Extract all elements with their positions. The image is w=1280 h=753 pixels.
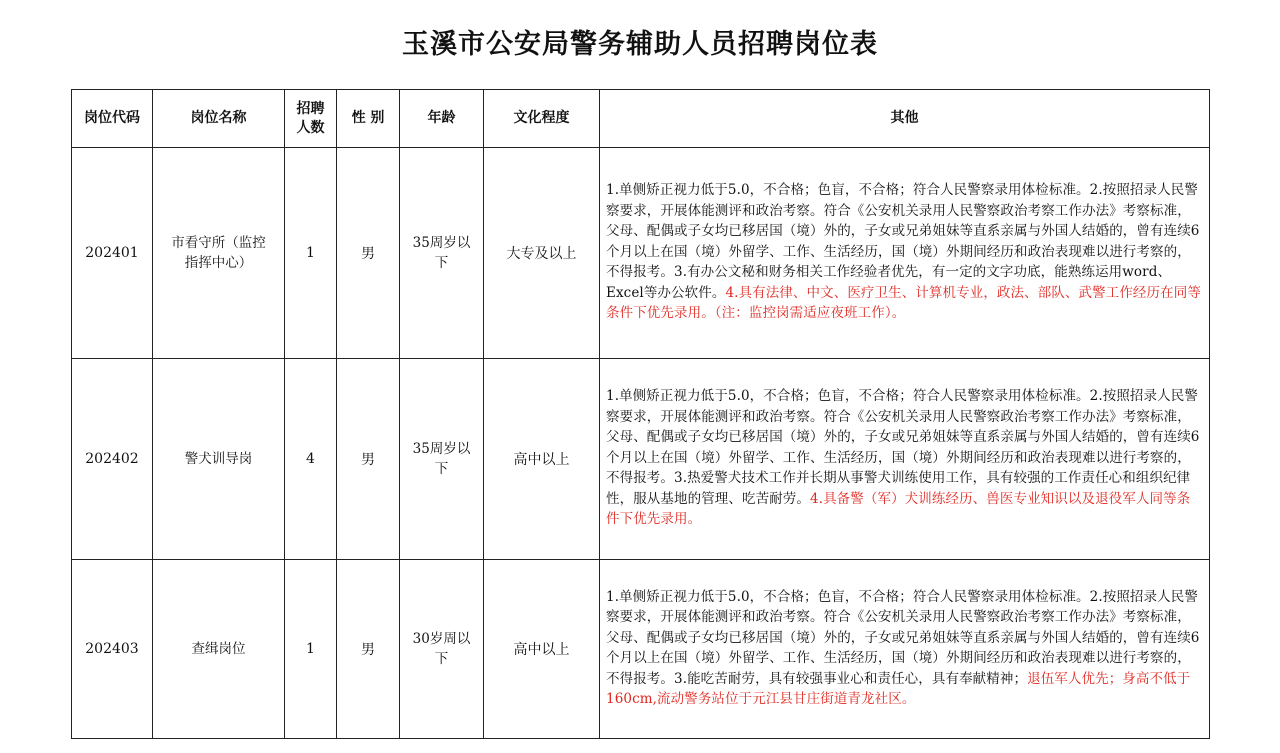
header-gender: 性 别: [337, 90, 400, 148]
header-count-label: 招聘人数: [296, 100, 325, 136]
cell-gender: 男: [337, 560, 400, 739]
cell-other: [600, 359, 1210, 560]
cell-count: 4: [285, 359, 337, 560]
header-education: 文化程度: [484, 90, 600, 148]
cell-age: 35周岁以下: [400, 148, 484, 359]
cell-education: 高中以上: [484, 560, 600, 739]
header-age: 年龄: [400, 90, 484, 148]
cell-age: 30岁周以下: [400, 560, 484, 739]
header-row: [72, 90, 1210, 148]
header-name: 岗位名称: [153, 90, 285, 148]
header-code: 岗位代码: [72, 90, 153, 148]
cell-count: 1: [285, 148, 337, 359]
table-row: [72, 148, 1210, 359]
cell-code: 202402: [72, 359, 153, 560]
cell-other: [600, 148, 1210, 359]
other-text: 1.单侧矫正视力低于5.0，不合格；色盲，不合格；符合人民警察录用体检标准。2.按照招录人民警察要求，开展体能测评和政治考察。符合《公安机关录用人民警察政治考察工作办法》考察标准，父母、配偶或子女均已移居国（境）外的，子女或兄弟姐妹等直系亲属与外国人结婚的，曾有连续6个月以上在国（境）外留学、工作、生活经历，国（境）外期间经历和政治表现难以进行考察的，不得报考。3.能吃苦耐劳，具有较强事业心和责任心，具有奉献精神；: [606, 588, 1200, 687]
cell-name: 市看守所（监控指挥中心）: [153, 148, 285, 359]
table-row: [72, 560, 1210, 739]
cell-count: 1: [285, 560, 337, 739]
cell-education: 高中以上: [484, 359, 600, 560]
cell-education: 大专及以上: [484, 148, 600, 359]
cell-other: [600, 560, 1210, 739]
cell-gender: 男: [337, 359, 400, 560]
cell-name: 警犬训导岗: [153, 359, 285, 560]
header-count: [285, 90, 337, 148]
cell-name: 查缉岗位: [153, 560, 285, 739]
cell-gender: 男: [337, 148, 400, 359]
page-title: 玉溪市公安局警务辅助人员招聘岗位表: [402, 29, 878, 60]
other-priority-text: 退伍军人优先；身高不低于160cm,流动警务站位于元江县甘庄街道青龙社区。: [606, 670, 1191, 707]
cell-code: 202403: [72, 560, 153, 739]
table-row: [72, 359, 1210, 560]
recruitment-table: [71, 89, 1210, 739]
other-priority-text: 4.具有法律、中文、医疗卫生、计算机专业，政法、部队、武警工作经历在同等条件下优先录用。（注：监控岗需适应夜班工作）。: [606, 284, 1201, 322]
other-text: 1.单侧矫正视力低于5.0，不合格；色盲，不合格；符合人民警察录用体检标准。2.按照招录人民警察要求，开展体能测评和政治考察。符合《公安机关录用人民警察政治考察工作办法》考察标准，父母、配偶或子女均已移居国（境）外的，子女或兄弟姐妹等直系亲属与外国人结婚的，曾有连续6个月以上在国（境）外留学、工作、生活经历，国（境）外期间经历和政治表现难以进行考察的，不得报考。3.有办公文秘和财务相关工作经验者优先，有一定的文字功底，能熟练运用word、Excel等办公软件。: [606, 182, 1200, 301]
other-text: 1.单侧矫正视力低于5.0，不合格；色盲，不合格；符合人民警察录用体检标准。2.按照招录人民警察要求，开展体能测评和政治考察。符合《公安机关录用人民警察政治考察工作办法》考察标准，父母、配偶或子女均已移居国（境）外的，子女或兄弟姐妹等直系亲属与外国人结婚的，曾有连续6个月以上在国（境）外留学、工作、生活经历，国（境）外期间经历和政治表现难以进行考察的，不得报考。3.热爱警犬技术工作并长期从事警犬训练使用工作，具有较强的工作责任心和组织纪律性，服从基地的管理、吃苦耐劳。: [606, 388, 1200, 507]
cell-code: 202401: [72, 148, 153, 359]
header-other: 其他: [600, 90, 1210, 148]
cell-age: 35周岁以下: [400, 359, 484, 560]
other-priority-text: 4.具备警（军）犬训练经历、兽医专业知识以及退役军人同等条件下优先录用。: [606, 490, 1191, 528]
